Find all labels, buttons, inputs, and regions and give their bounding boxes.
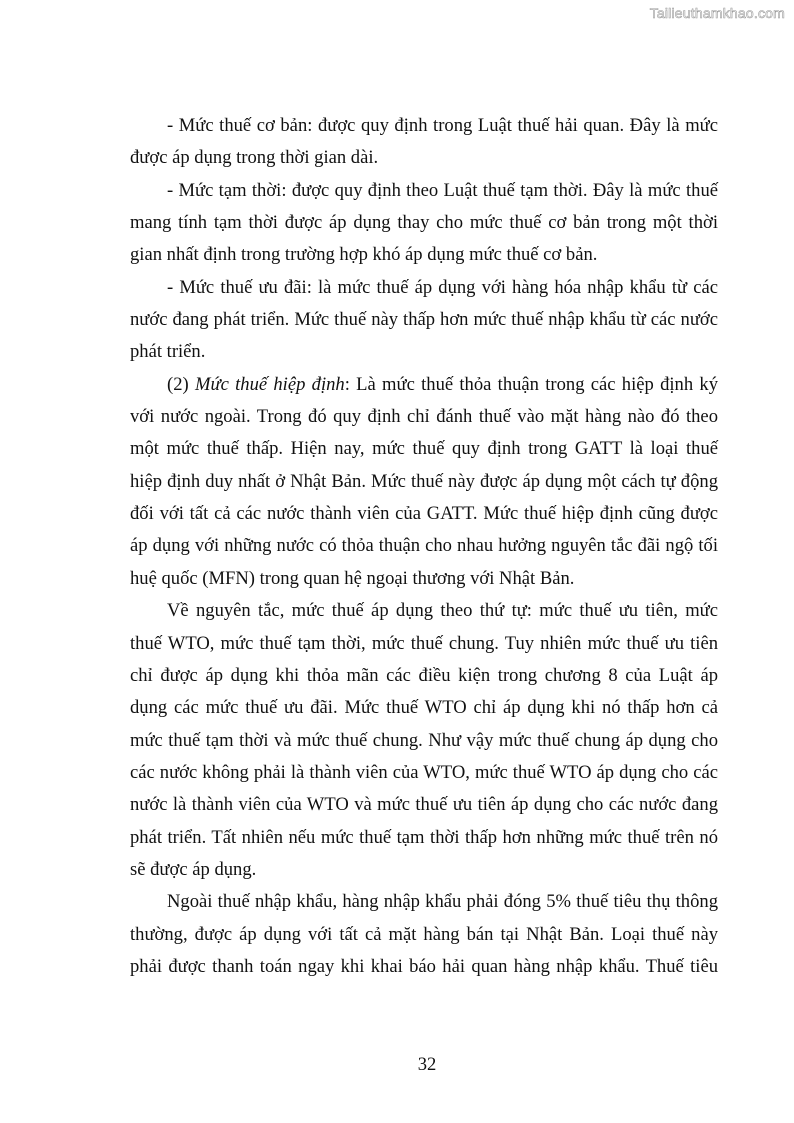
line-content xyxy=(167,369,718,401)
line-content: với nước ngoài. Trong đó quy định chỉ đánh thuế vào mặt hàng nào đó theo xyxy=(130,406,718,428)
line-content: hiệp định duy nhất ở Nhật Bản. Mức thuế này được áp dụng một cách tự động xyxy=(130,470,718,492)
text-line xyxy=(130,369,718,401)
paragraph xyxy=(130,175,718,272)
text-line xyxy=(130,789,718,821)
text-line xyxy=(130,110,718,142)
text-line xyxy=(130,207,718,239)
line-content: phát triển. Tất nhiên nếu mức thuế tạm thời thấp hơn những mức thuế trên nó xyxy=(130,826,718,848)
page-number: 32 xyxy=(417,1054,437,1075)
line-content: chỉ được áp dụng khi thỏa mãn các điều kiện trong chương 8 của Luật áp xyxy=(130,664,718,686)
line-content: thuế WTO, mức thuế tạm thời, mức thuế chung. Tuy nhiên mức thuế ưu tiên xyxy=(130,632,718,654)
line-content: Về nguyên tắc, mức thuế áp dụng theo thứ tự: mức thuế ưu tiên, mức xyxy=(167,600,718,622)
line-content: áp dụng với những nước có thỏa thuận cho nhau hưởng nguyên tắc đãi ngộ tối xyxy=(130,535,718,557)
line-content: gian nhất định trong trường hợp khó áp dụng mức thuế cơ bản. xyxy=(130,244,598,266)
text-line xyxy=(130,628,718,660)
line-content: - Mức tạm thời: được quy định theo Luật thuế tạm thời. Đây là mức thuế xyxy=(167,179,718,201)
text-line xyxy=(130,757,718,789)
body-text xyxy=(130,110,718,983)
text-line xyxy=(130,595,718,627)
text-line xyxy=(130,142,718,174)
line-content: phải được thanh toán ngay khi khai báo hải quan hàng nhập khẩu. Thuế tiêu xyxy=(130,955,718,977)
line-content: thường, được áp dụng với tất cả mặt hàng bán tại Nhật Bản. Loại thuế này xyxy=(130,923,718,945)
text-line xyxy=(130,692,718,724)
text-segment: (2) xyxy=(167,373,195,395)
text-line xyxy=(130,725,718,757)
paragraph xyxy=(130,595,718,886)
line-content: - Mức thuế ưu đãi: là mức thuế áp dụng với hàng hóa nhập khẩu từ các xyxy=(167,276,718,298)
text-line xyxy=(130,401,718,433)
line-content: một mức thuế thấp. Hiện nay, mức thuế quy định trong GATT là loại thuế xyxy=(130,438,718,460)
line-content: sẽ được áp dụng. xyxy=(130,858,257,880)
line-content: được áp dụng trong thời gian dài. xyxy=(130,147,379,169)
text-line xyxy=(130,660,718,692)
text-line xyxy=(130,336,718,368)
line-content: các nước không phải là thành viên của WTO, mức thuế WTO áp dụng cho các xyxy=(130,761,718,783)
text-line xyxy=(130,886,718,918)
line-content: phát triển. xyxy=(130,341,206,363)
line-content: Ngoài thuế nhập khẩu, hàng nhập khẩu phải đóng 5% thuế tiêu thụ thông xyxy=(167,891,718,913)
text-line xyxy=(130,563,718,595)
text-line xyxy=(130,175,718,207)
line-content: đối với tất cả các nước thành viên của GATT. Mức thuế hiệp định cũng được xyxy=(130,503,718,525)
line-content: mức thuế tạm thời và mức thuế chung. Như vậy mức thuế chung áp dụng cho xyxy=(130,729,718,751)
line-content: mang tính tạm thời được áp dụng thay cho mức thuế cơ bản trong một thời xyxy=(130,212,718,234)
text-line xyxy=(130,272,718,304)
line-content: nước là thành viên của WTO và mức thuế ưu tiên áp dụng cho các nước đang xyxy=(130,794,718,816)
text-line xyxy=(130,239,718,271)
line-content: dụng các mức thuế ưu đãi. Mức thuế WTO chỉ áp dụng khi nó thấp hơn cả xyxy=(130,697,718,719)
paragraph xyxy=(130,369,718,595)
text-line xyxy=(130,822,718,854)
line-content: nước đang phát triển. Mức thuế này thấp hơn mức thuế nhập khẩu từ các nước xyxy=(130,309,718,331)
italic-term: Mức thuế hiệp định xyxy=(194,373,345,395)
paragraph xyxy=(130,110,718,175)
text-line xyxy=(130,466,718,498)
text-line xyxy=(130,951,718,983)
text-line xyxy=(130,530,718,562)
text-line xyxy=(130,854,718,886)
paragraph xyxy=(130,272,718,369)
text-line xyxy=(130,304,718,336)
text-line xyxy=(130,498,718,530)
paragraph xyxy=(130,886,718,983)
text-line xyxy=(130,919,718,951)
text-line xyxy=(130,433,718,465)
line-content: huệ quốc (MFN) trong quan hệ ngoại thương với Nhật Bản. xyxy=(130,567,575,589)
line-content: - Mức thuế cơ bản: được quy định trong Luật thuế hải quan. Đây là mức xyxy=(167,115,718,136)
text-segment: : Là mức thuế thỏa thuận trong các hiệp định ký xyxy=(344,373,718,395)
watermark: Tailieuthamkhao.com xyxy=(649,5,785,21)
